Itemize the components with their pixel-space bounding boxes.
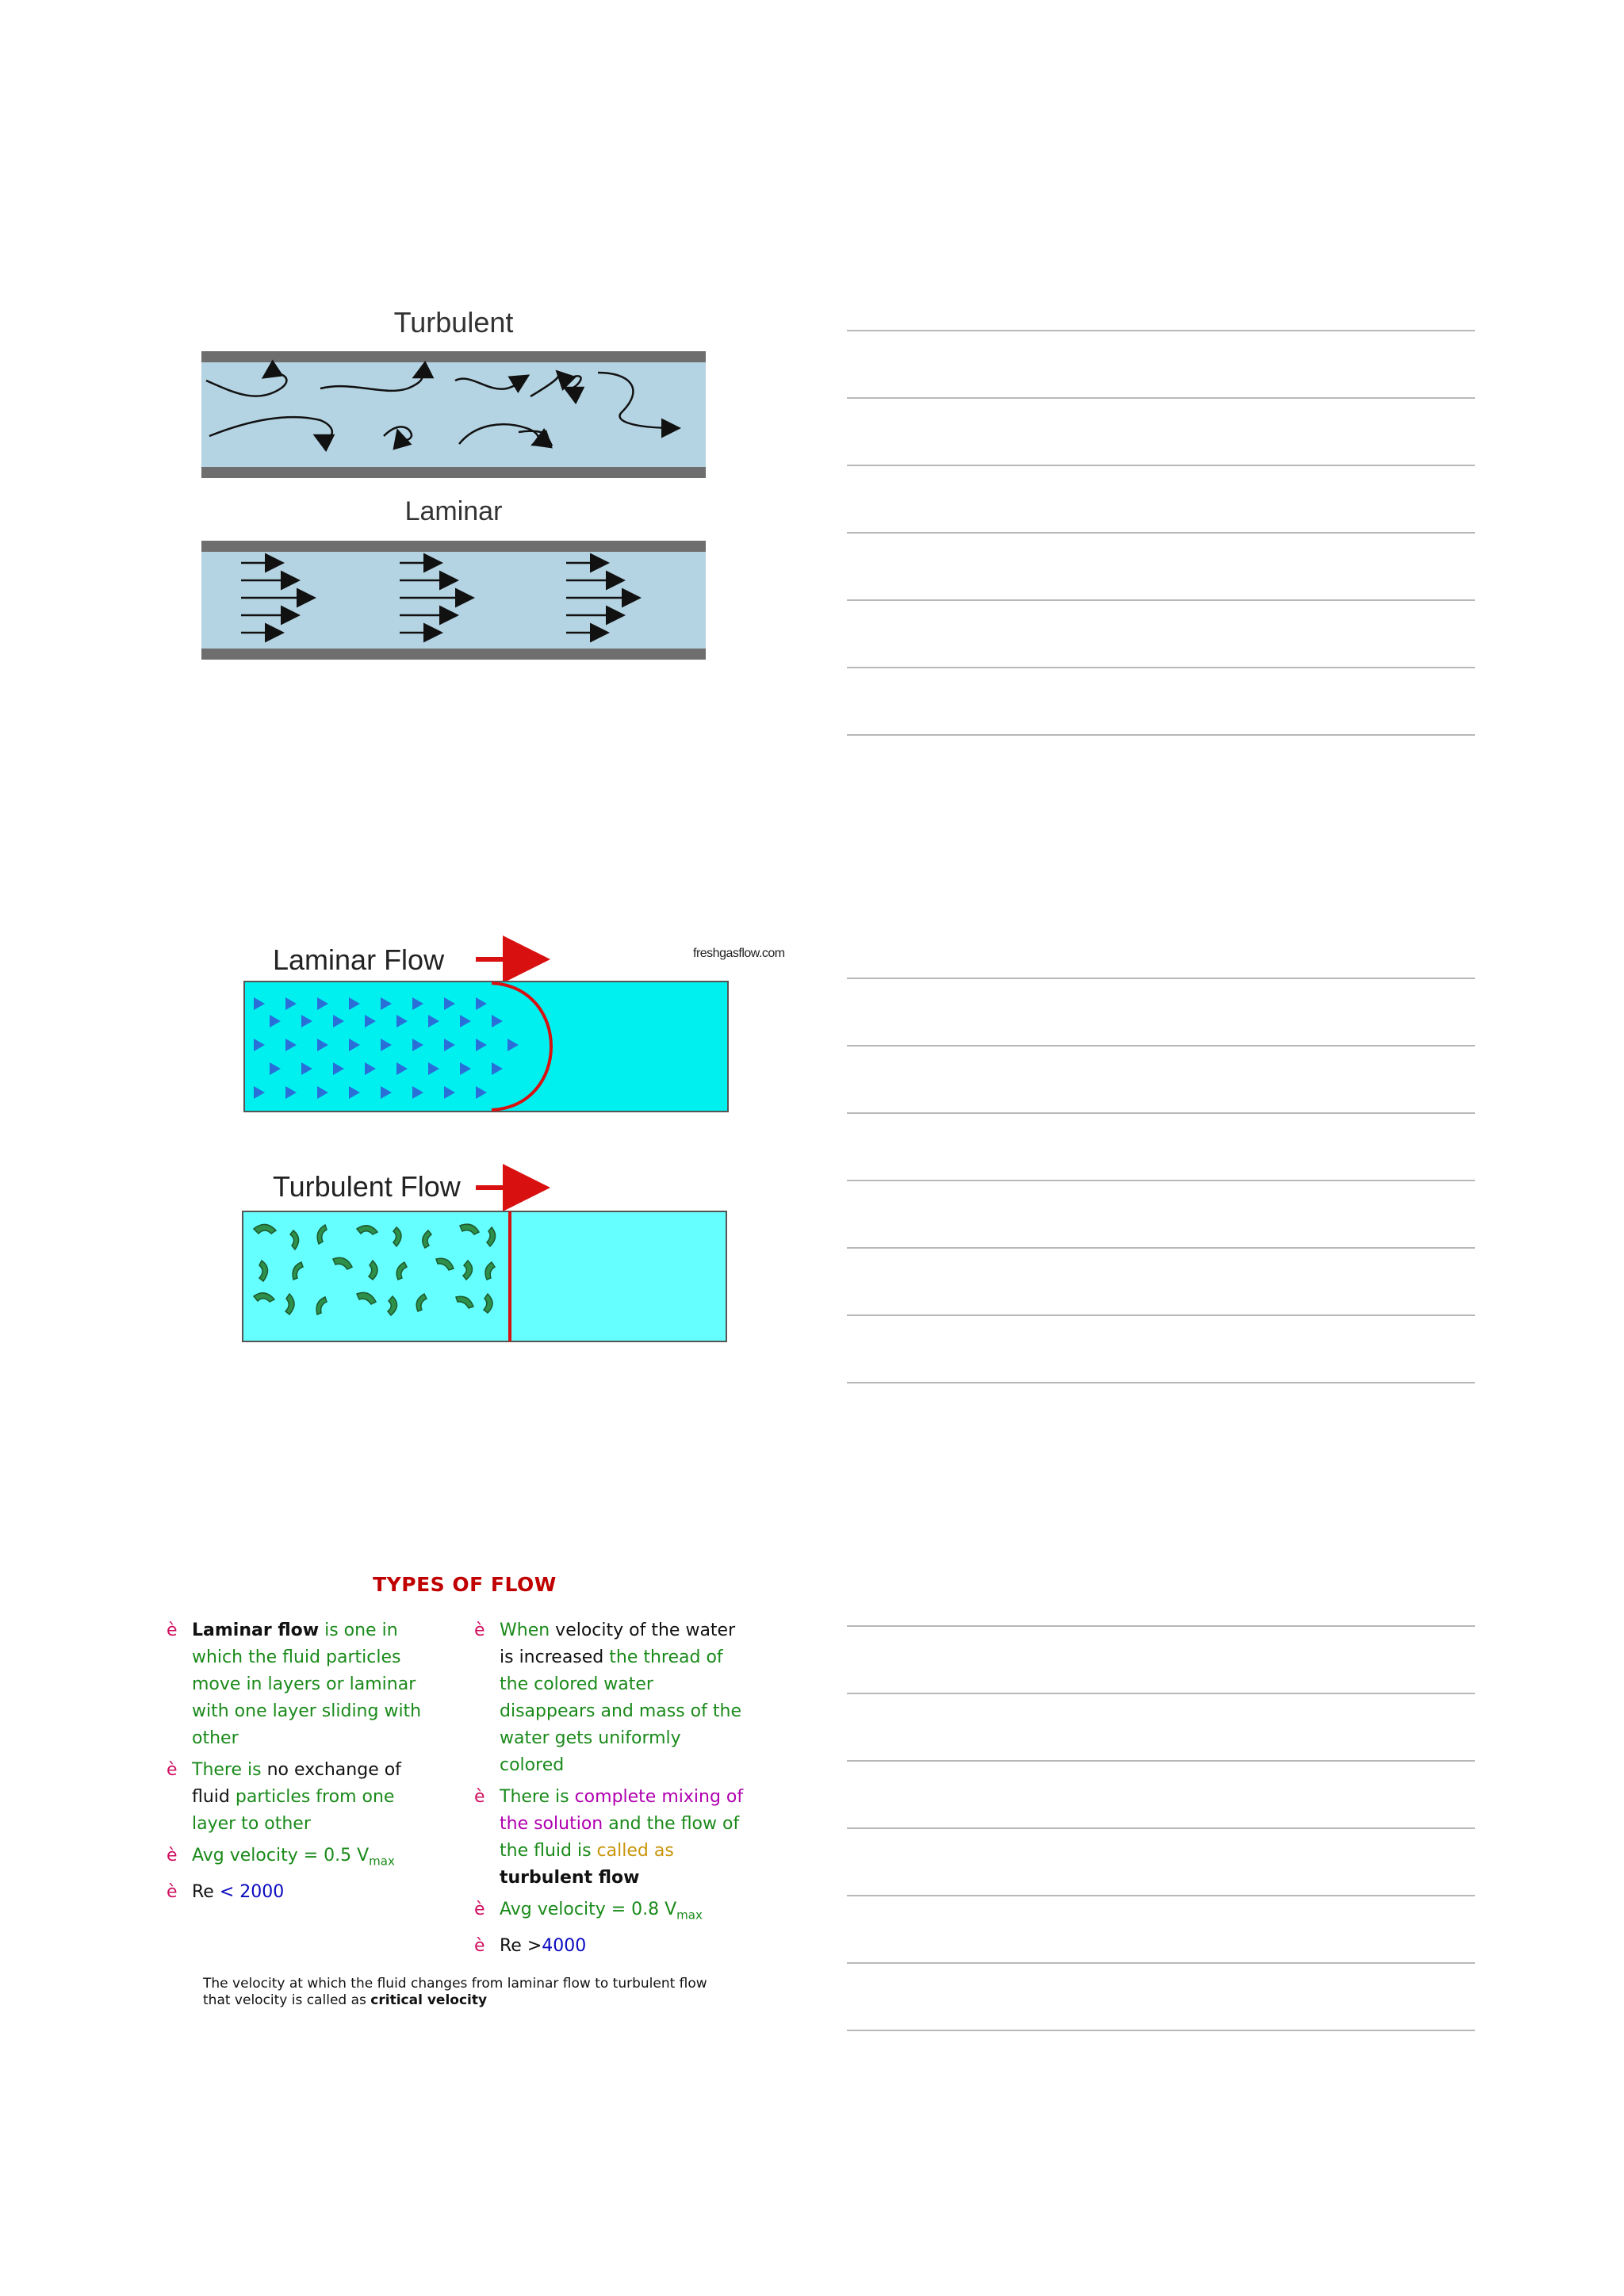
note-line (847, 1625, 1475, 1627)
source-watermark: freshgasflow.com (693, 947, 785, 960)
text: There is (500, 1787, 575, 1807)
text: particles from one layer to other (192, 1787, 395, 1834)
turbulent-label: Turbulent (393, 306, 514, 339)
note-line (847, 1247, 1475, 1249)
pipe-diagram (201, 301, 706, 674)
note-line (847, 1180, 1475, 1181)
note-line (847, 1693, 1475, 1694)
note-line (847, 465, 1475, 466)
note-line (847, 1827, 1475, 1829)
note-line (847, 599, 1475, 601)
text: called as (596, 1841, 674, 1861)
bullet-glyph: è (474, 1787, 485, 1807)
text: no exchange of fluid (192, 1760, 401, 1807)
bullet-glyph: è (167, 1846, 178, 1866)
note-line (847, 397, 1475, 399)
bullet-glyph: è (474, 1936, 485, 1957)
note-line (847, 532, 1475, 534)
text: velocity of the water is increased (500, 1621, 736, 1667)
note-line (847, 1962, 1475, 1964)
note-line (847, 734, 1475, 736)
text: complete mixing of the solution (500, 1787, 744, 1834)
note-line (847, 1895, 1475, 1896)
note-line (847, 330, 1475, 331)
bullet-glyph: è (474, 1900, 485, 1919)
bullet-glyph: è (167, 1760, 178, 1780)
subscript: max (676, 1908, 703, 1923)
bullet-glyph: è (167, 1621, 178, 1640)
bullet-velocity-increased (474, 1617, 744, 1779)
bullet-no-exchange (167, 1757, 436, 1838)
text: the thread of the colored water disappears and mass of the water gets uniformly colored (500, 1647, 741, 1775)
text: When (500, 1621, 550, 1640)
figure-laminar-turbulent-flow (238, 936, 785, 1348)
bullet-avg-velocity-turbulent (474, 1896, 744, 1928)
note-line (847, 667, 1475, 668)
bullet-glyph: è (167, 1882, 178, 1903)
text: and the flow of the fluid is (500, 1814, 740, 1861)
bullet-reynolds-laminar (167, 1879, 436, 1906)
text: Re > (500, 1936, 542, 1957)
turbulent-flow-label: Turbulent Flow (273, 1170, 461, 1203)
left-column (167, 1617, 436, 1911)
slide-title: TYPES OF FLOW (373, 1573, 557, 1596)
term-turbulent-flow: turbulent flow (500, 1868, 640, 1888)
text: Re (192, 1882, 220, 1903)
text: There is (192, 1760, 262, 1780)
note-line (847, 1382, 1475, 1383)
term-critical-velocity: critical velocity (370, 1992, 488, 2008)
bullet-laminar-definition (167, 1617, 436, 1752)
figure-turbulent-laminar (201, 301, 706, 674)
bullet-avg-velocity-laminar (167, 1843, 436, 1874)
note-line (847, 978, 1475, 979)
text: Avg velocity = 0.5 V (192, 1846, 370, 1866)
critical-velocity-note (203, 1976, 710, 2009)
note-line (847, 1045, 1475, 1047)
bullet-reynolds-turbulent (474, 1933, 744, 1960)
bullet-glyph: è (474, 1621, 485, 1640)
laminar-flow-label: Laminar Flow (273, 943, 445, 976)
text: The velocity at which the fluid changes from laminar flow to turbulent flow that velocity is called as (203, 1976, 707, 2008)
note-line (847, 1112, 1475, 1114)
laminar-label: Laminar (404, 496, 503, 526)
right-column (474, 1617, 744, 1965)
note-line (847, 2030, 1475, 2031)
reynolds-value: < 2000 (219, 1882, 285, 1903)
bullet-complete-mixing (474, 1784, 744, 1892)
flow-diagram (238, 936, 777, 1348)
text: is one in which the fluid particles move in layers or laminar with one layer sliding with other (192, 1621, 422, 1748)
reynolds-value: 4000 (542, 1936, 587, 1957)
note-line (847, 1760, 1475, 1762)
text: Avg velocity = 0.8 V (500, 1900, 677, 1919)
term-laminar-flow: Laminar flow (192, 1621, 320, 1640)
subscript: max (369, 1854, 395, 1869)
note-line (847, 1314, 1475, 1316)
